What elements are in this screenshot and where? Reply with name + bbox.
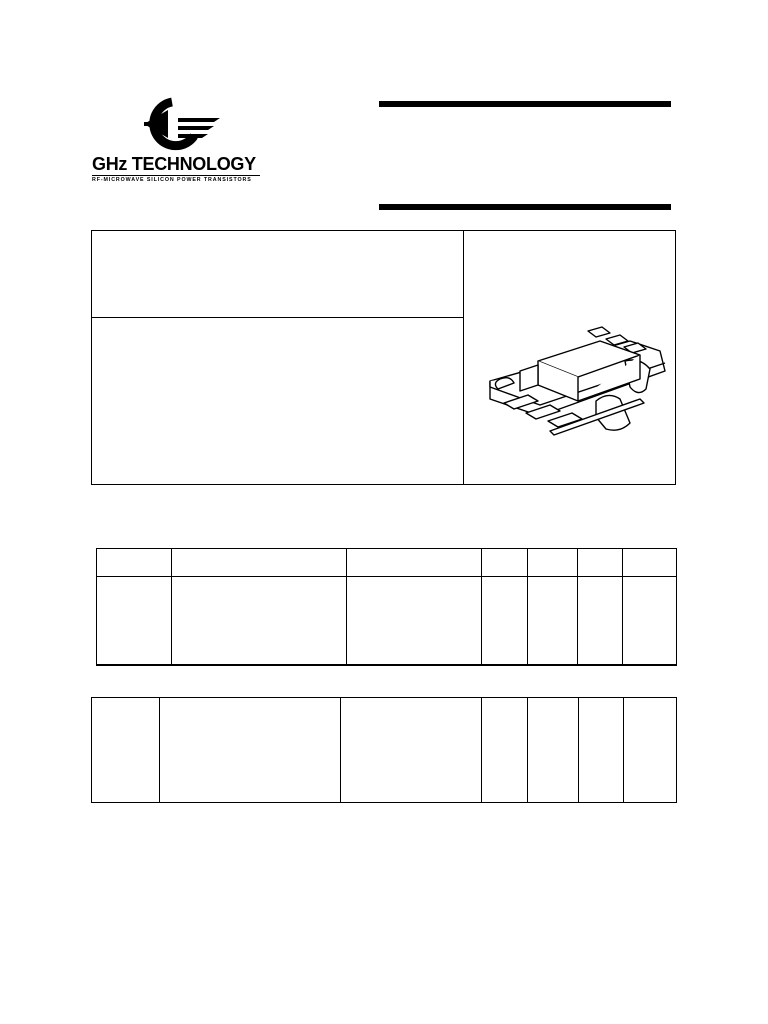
brand-tagline: RF-MICROWAVE SILICON POWER TRANSISTORS <box>92 175 260 183</box>
company-logo <box>88 96 266 188</box>
brand-name: GHz TECHNOLOGY <box>92 154 256 174</box>
summary-divider-horizontal <box>92 317 464 318</box>
table-column-divider <box>578 698 579 802</box>
transistor-package-icon <box>480 321 670 446</box>
table-column-divider <box>481 549 482 664</box>
table-column-divider <box>527 698 528 802</box>
table-header-rule <box>97 576 676 577</box>
table-column-divider <box>577 549 578 664</box>
table-column-divider <box>622 549 623 664</box>
table-column-divider <box>346 549 347 664</box>
table-column-divider <box>171 549 172 664</box>
table-column-divider <box>159 698 160 802</box>
table-column-divider <box>481 698 482 802</box>
ratings-table <box>96 548 677 666</box>
title-rule-top <box>379 101 671 107</box>
title-rule-bottom <box>379 204 671 210</box>
ghz-logo-icon <box>134 96 224 152</box>
table-column-divider <box>623 698 624 802</box>
table-column-divider <box>340 698 341 802</box>
characteristics-table <box>91 697 677 803</box>
table-column-divider <box>527 549 528 664</box>
summary-divider-vertical <box>463 231 464 484</box>
product-summary-box <box>91 230 676 485</box>
